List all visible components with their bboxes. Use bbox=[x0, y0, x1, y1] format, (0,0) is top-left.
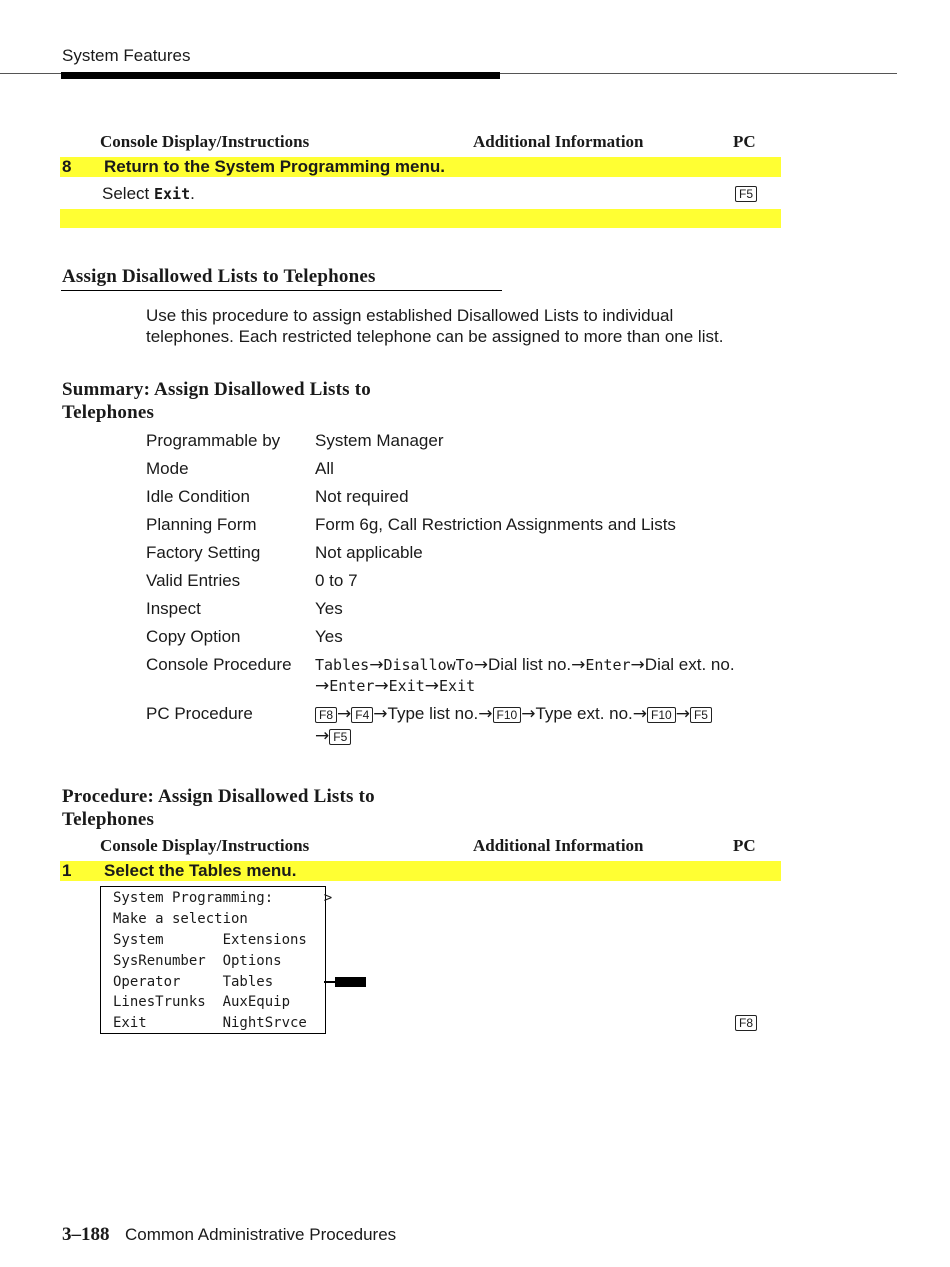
pointer-block bbox=[335, 977, 366, 987]
running-header: System Features bbox=[62, 46, 191, 65]
col-console-display: Console Display/Instructions bbox=[100, 836, 310, 855]
f5-key: F5 bbox=[735, 186, 757, 202]
dial-list-text: Dial list no. bbox=[488, 655, 572, 674]
arrow-icon: → bbox=[521, 704, 536, 724]
summary-label: Mode bbox=[146, 459, 189, 478]
f8-key: F8 bbox=[735, 1015, 757, 1031]
f5-key: F5 bbox=[329, 729, 351, 745]
summary-value: Not required bbox=[315, 487, 409, 506]
enter-code: Enter bbox=[329, 677, 375, 695]
col-additional-info: Additional Information bbox=[473, 132, 644, 151]
procedure-title-line-2: Telephones bbox=[62, 809, 155, 830]
exit-code: Exit bbox=[439, 677, 476, 695]
screen-line: System Extensions bbox=[113, 932, 307, 948]
arrow-icon: → bbox=[675, 704, 690, 724]
summary-value: Yes bbox=[315, 627, 343, 646]
console-procedure-label: Console Procedure bbox=[146, 655, 292, 674]
summary-label: Inspect bbox=[146, 599, 201, 618]
summary-label: Programmable by bbox=[146, 431, 281, 450]
intro-line-1: Use this procedure to assign established Disallowed Lists to individual bbox=[146, 306, 674, 325]
pc-procedure-line-1 bbox=[315, 704, 712, 724]
col-pc: PC bbox=[733, 836, 756, 855]
summary-value: All bbox=[315, 459, 334, 478]
col-pc: PC bbox=[733, 132, 756, 151]
f10-key: F10 bbox=[493, 707, 522, 723]
arrow-icon: → bbox=[473, 655, 488, 675]
f8-key: F8 bbox=[315, 707, 337, 723]
summary-label: Copy Option bbox=[146, 627, 241, 646]
arrow-icon: → bbox=[315, 676, 330, 696]
console-procedure-line-2 bbox=[315, 676, 475, 696]
summary-title-line-1: Summary: Assign Disallowed Lists to bbox=[62, 379, 371, 400]
summary-label: Valid Entries bbox=[146, 571, 241, 590]
page-number: 3–188 bbox=[62, 1224, 110, 1245]
arrow-icon: → bbox=[315, 726, 330, 746]
summary-label: Idle Condition bbox=[146, 487, 250, 506]
arrow-icon: → bbox=[571, 655, 586, 675]
instruction-row bbox=[102, 184, 195, 204]
disallowto-code: DisallowTo bbox=[383, 656, 474, 674]
summary-value: 0 to 7 bbox=[315, 571, 358, 590]
screen-line: LinesTrunks AuxEquip bbox=[113, 994, 291, 1010]
summary-value: Not applicable bbox=[315, 543, 423, 562]
summary-label: Factory Setting bbox=[146, 543, 261, 562]
console-procedure-line-1 bbox=[315, 655, 735, 675]
section-title: Assign Disallowed Lists to Telephones bbox=[62, 266, 376, 287]
summary-title-line-2: Telephones bbox=[62, 402, 155, 423]
f5-key: F5 bbox=[690, 707, 712, 723]
arrow-icon: → bbox=[374, 676, 389, 696]
section-rule bbox=[61, 290, 502, 291]
screen-line: Operator Tables bbox=[113, 974, 274, 990]
type-ext-text: Type ext. no. bbox=[535, 704, 633, 723]
end-highlight bbox=[60, 209, 781, 228]
tables-code: Tables bbox=[315, 656, 370, 674]
step-text: Return to the System Programming menu. bbox=[104, 157, 445, 176]
col-additional-info: Additional Information bbox=[473, 836, 644, 855]
type-list-text: Type list no. bbox=[387, 704, 479, 723]
arrow-icon: → bbox=[478, 704, 493, 724]
pc-procedure-line-2 bbox=[315, 726, 351, 746]
screen-line: SysRenumber Options bbox=[113, 953, 282, 969]
arrow-icon: → bbox=[369, 655, 384, 675]
step-number: 8 bbox=[62, 157, 72, 176]
summary-value: Form 6g, Call Restriction Assignments and Lists bbox=[315, 515, 676, 534]
f10-key: F10 bbox=[647, 707, 676, 723]
exit-code: Exit bbox=[388, 677, 425, 695]
intro-line-2: telephones. Each restricted telephone can be assigned to more than one list. bbox=[146, 327, 724, 346]
footer-title: Common Administrative Procedures bbox=[125, 1225, 397, 1244]
instruction-prefix: Select bbox=[102, 184, 154, 203]
procedure-title-line-1: Procedure: Assign Disallowed Lists to bbox=[62, 786, 375, 807]
f4-key: F4 bbox=[351, 707, 373, 723]
arrow-icon: → bbox=[632, 704, 648, 724]
arrow-icon: → bbox=[424, 676, 440, 696]
pc-procedure-label: PC Procedure bbox=[146, 704, 253, 723]
instruction-suffix: . bbox=[190, 184, 195, 203]
screen-line: Exit NightSrvce bbox=[113, 1015, 307, 1031]
console-screen bbox=[100, 886, 333, 1034]
step-text: Select the Tables menu. bbox=[104, 861, 297, 880]
step-number: 1 bbox=[62, 861, 72, 880]
arrow-icon: → bbox=[630, 655, 645, 675]
exit-code: Exit bbox=[153, 185, 191, 203]
header-bar bbox=[61, 72, 500, 79]
arrow-icon: → bbox=[373, 704, 388, 724]
dial-ext-text: Dial ext. no. bbox=[644, 655, 735, 674]
summary-label: Planning Form bbox=[146, 515, 257, 534]
arrow-icon: → bbox=[337, 704, 352, 724]
col-console-display: Console Display/Instructions bbox=[100, 132, 310, 151]
summary-value: Yes bbox=[315, 599, 343, 618]
screen-line: Make a selection bbox=[113, 911, 248, 927]
summary-value: System Manager bbox=[315, 431, 444, 450]
screen-line: System Programming: > bbox=[113, 890, 333, 906]
enter-code: Enter bbox=[585, 656, 631, 674]
